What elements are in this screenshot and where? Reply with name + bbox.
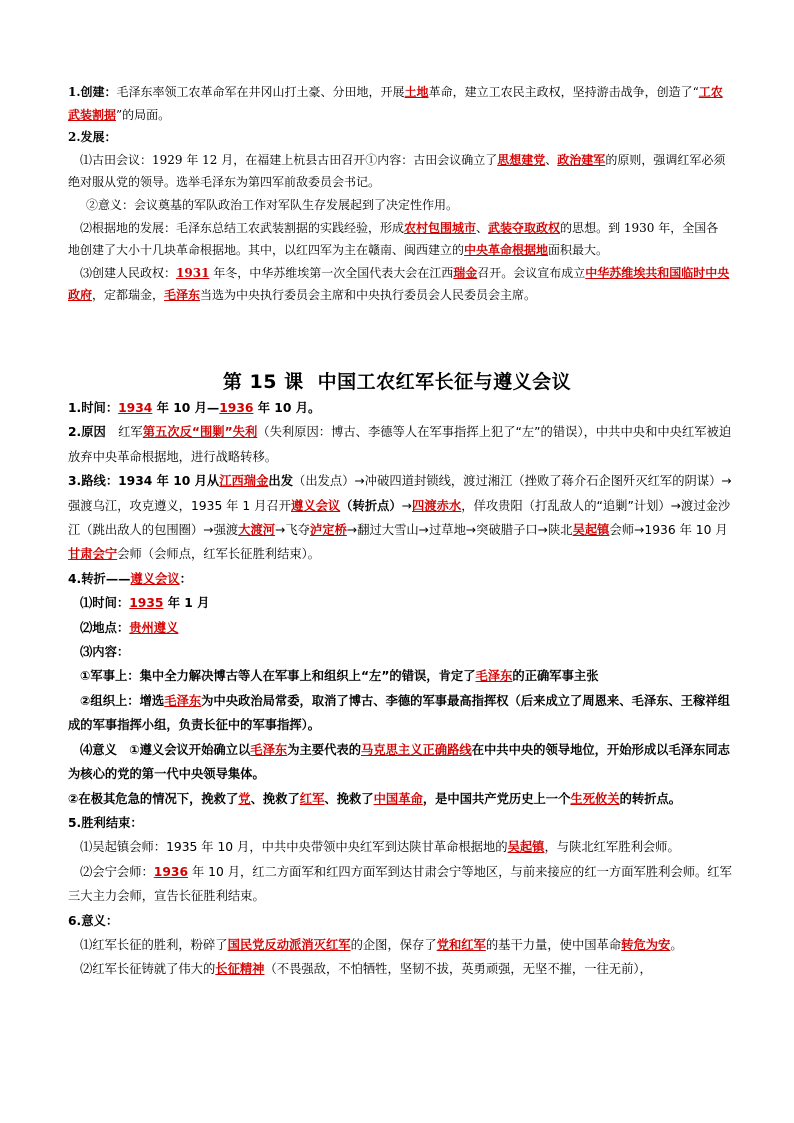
top-section <box>68 81 730 307</box>
meeting-time: ⑴时间：1935 年 1 月 <box>80 596 210 611</box>
turning-heading: 4.转折——遵义会议： <box>68 571 192 586</box>
creation-heading: 1.创建： <box>68 85 117 99</box>
wuqi-meeting: ⑴吴起镇会师：1935 年 10 月，中共中央带领中央红军到达陕甘革命根据地的吴起镇，与陕北红军胜利会师。 <box>80 840 680 855</box>
lesson-content <box>68 396 734 982</box>
meaning-paragraph-1: ⑴红军长征的胜利，粉碎了国民党反动派消灭红军的企图，保存了党和红军的基干力量，使中国革命转危为安。 <box>80 937 683 952</box>
meeting-content-heading: ⑶内容： <box>80 645 130 660</box>
regime-paragraph: ⑶创建人民政权：1931 年冬，中华苏维埃第一次全国代表大会在江西瑞金召开。会议宣布成立中华苏维埃共和国临时中央政府，定都瑞金，毛泽东当选为中央执行委员会主席和中央执行委员会人民委员会主席。 <box>68 265 730 303</box>
military-item: ①军事上：集中全力解决博古等人在军事上和组织上“左”的错误，肯定了毛泽东的正确军事主张 <box>80 669 599 684</box>
reason-paragraph: 2.原因 红军第五次反“围剿”失利（失利原因：博古、李德等人在军事指挥上犯了“左”的错误），中共中央和中央红军被迫放弃中央革命根据地，进行战略转移。 <box>68 425 732 464</box>
gutian-significance: ②意义：会议奠基的军队政治工作对军队生存发展起到了决定性作用。 <box>86 197 459 212</box>
meaning-paragraph-2: ⑵红军长征铸就了伟大的长征精神（不畏强敌，不怕牺牲，坚韧不拔，英勇顽强，无坚不摧，一往无前）， <box>80 962 652 977</box>
gutian-paragraph: ⑴古田会议：1929 年 12 月，在福建上杭县古田召开①内容：古田会议确立了思想建党、政治建军的原则，强调红军必须绝对服从党的领导。选举毛泽东为第四军前敌委员会书记。 <box>68 152 726 190</box>
creation-paragraph: 1.创建：毛泽东率领工农革命军在井冈山打土豪、分田地，开展土地革命，建立工农民主政权，坚持游击战争，创造了“工农武装割据”的局面。 <box>68 85 723 122</box>
organization-item: ②组织上：增选毛泽东为中央政治局常委，取消了博古、李德的军事最高指挥权（后来成立了周恩来、毛泽东、王稼祥组成的军事指挥小组，负责长征中的军事指挥）。 <box>68 693 730 733</box>
base-development-paragraph: ⑵根据地的发展：毛泽东总结工农武装割据的实践经验，形成农村包围城市、武装夺取政权的思想。到 1930 年，全国各地创建了大小十几块革命根据地。其中，以红四军为主在赣南、闽西建立的中央革命根据地面积最大。 <box>68 220 719 258</box>
lesson-title: 第 15 课 中国工农红军长征与遵义会议 <box>222 371 572 393</box>
significance-paragraph-2: ②在极其危急的情况下，挽救了党、挽救了红军、挽救了中国革命，是中国共产党历史上一个生死攸关的转折点。 <box>68 791 682 806</box>
huining-meeting: ⑵会宁会师：1936 年 10 月，红二方面军和红四方面军到达甘肃会宁等地区，与前来接应的红一方面军胜利会师。红军三大主力会师，宣告长征胜利结束。 <box>68 864 732 904</box>
route-paragraph: 3.路线：1934 年 10 月从江西瑞金出发（出发点）→冲破四道封锁线，渡过湘江（挫败了蒋介石企图歼灭红军的阴谋）→强渡乌江，攻克遵义，1935 年 1 月召开遵义会议（转折点）→四渡赤水，佯攻贵阳（打乱敌人的“追剿”计划）→渡过金沙江（跳出敌人的包围圈）→强渡大渡河→飞夺泸定桥→翻过大雪山→过草地→突破腊子口→陕北吴起镇会师→1936 年 10 月甘肃会宁会师（会师点，红军长征胜利结束）。 <box>68 474 732 562</box>
meaning-heading: 6.意义： <box>68 913 119 928</box>
significance-paragraph: ⑷意义 ①遵义会议开始确立以毛泽东为主要代表的马克思主义正确路线在中共中央的领导地位，开始形成以毛泽东同志为核心的党的第一代中央领导集体。 <box>68 742 730 782</box>
time-line: 1.时间：1934 年 10 月—1936 年 10 月。 <box>68 401 321 415</box>
development-heading: 2.发展： <box>68 130 117 145</box>
meeting-place: ⑵地点：贵州遵义 <box>80 620 179 635</box>
victory-heading: 5.胜利结束： <box>68 815 143 830</box>
